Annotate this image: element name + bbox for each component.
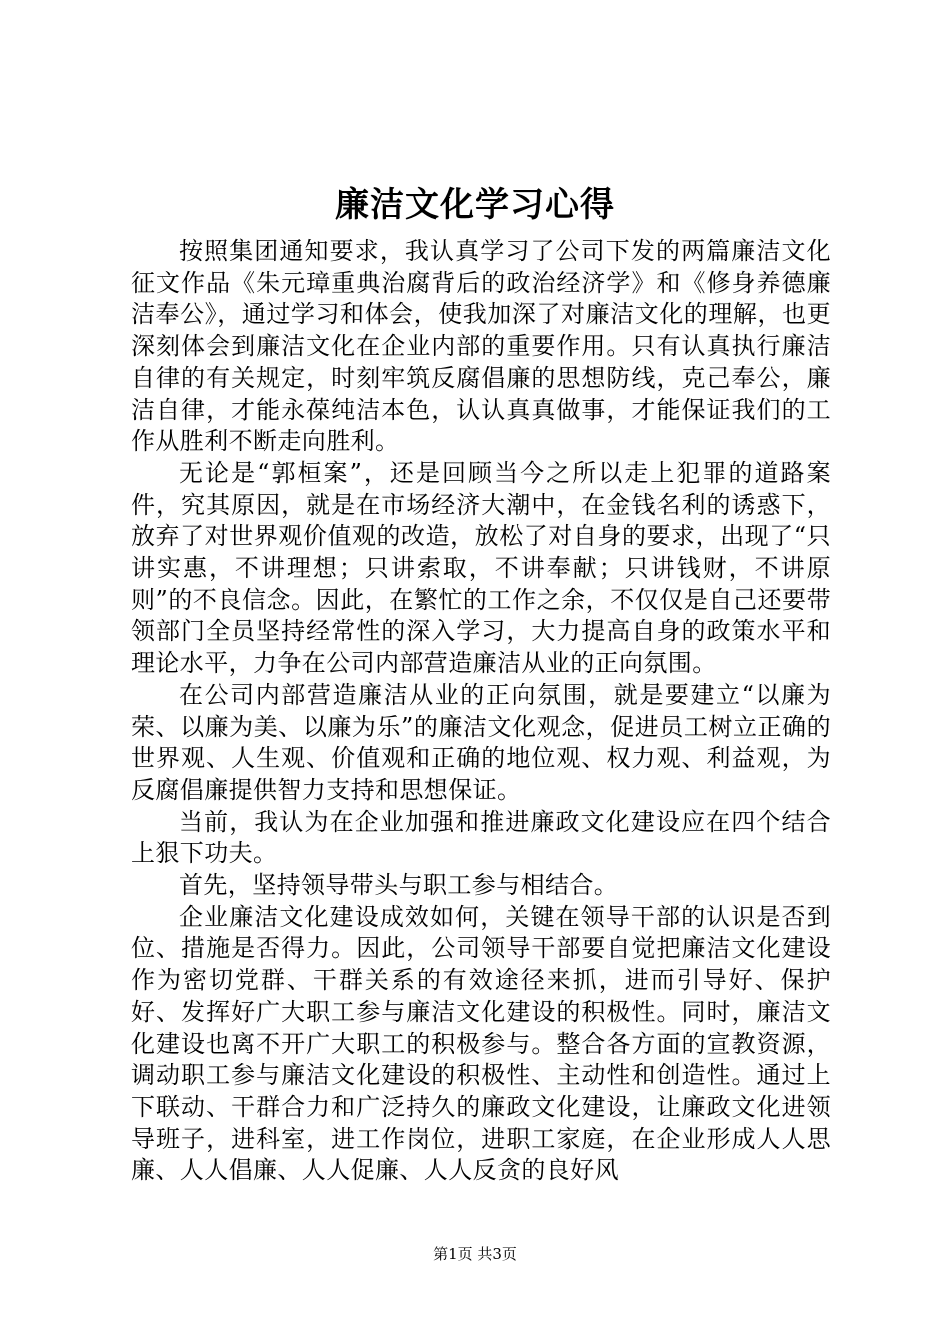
paragraph: 当前，我认为在企业加强和推进廉政文化建设应在四个结合上狠下功夫。 — [131, 807, 831, 868]
paragraph: 按照集团通知要求，我认真学习了公司下发的两篇廉洁文化征文作品《朱元璋重典治腐背后的政治经济学》和《修身养德廉洁奉公》，通过学习和体会，使我加深了对廉洁文化的理解，也更深刻体会到廉洁文化在企业内部的重要作用。只有认真执行廉洁自律的有关规定，时刻牢筑反腐倡廉的思想防线，克己奉公，廉洁自律，才能永葆纯洁本色，认认真真做事，才能保证我们的工作从胜利不断走向胜利。 — [131, 237, 831, 456]
page-number-footer: 第1页 共3页 — [433, 1245, 517, 1263]
paragraph: 在公司内部营造廉洁从业的正向氛围，就是要建立“以廉为荣、以廉为美、以廉为乐”的廉洁文化观念，促进员工树立正确的世界观、人生观、价值观和正确的地位观、权力观、利益观，为反腐倡廉提供智力支持和思想保证。 — [131, 680, 831, 804]
paragraph: 无论是“郭桓案”，还是回顾当今之所以走上犯罪的道路案件，究其原因，就是在市场经济大潮中，在金钱名利的诱惑下，放弃了对世界观价值观的改造，放松了对自身的要求，出现了“只讲实惠，不讲理想；只讲索取，不讲奉献；只讲钱财，不讲原则”的不良信念。因此，在繁忙的工作之余，不仅仅是自己还要带领部门全员坚持经常性的深入学习，大力提高自身的政策水平和理论水平，力争在公司内部营造廉洁从业的正向氛围。 — [131, 458, 831, 678]
paragraph: 首先，坚持领导带头与职工参与相结合。 — [179, 871, 619, 900]
document-body — [131, 236, 831, 1187]
document-title: 廉洁文化学习心得 — [335, 185, 615, 225]
paragraph: 企业廉洁文化建设成效如何，关键在领导干部的认识是否到位、措施是否得力。因此，公司领导干部要自觉把廉洁文化建设作为密切党群、干群关系的有效途径来抓，进而引导好、保护好、发挥好广大职工参与廉洁文化建设的积极性。同时，廉洁文化建设也离不开广大职工的积极参与。整合各方面的宣教资源，调动职工参与廉洁文化建设的积极性、主动性和创造性。通过上下联动、干群合力和广泛持久的廉政文化建设，让廉政文化进领导班子，进科室，进工作岗位，进职工家庭，在企业形成人人思廉、人人倡廉、人人促廉、人人反贪的良好风 — [131, 902, 831, 1185]
